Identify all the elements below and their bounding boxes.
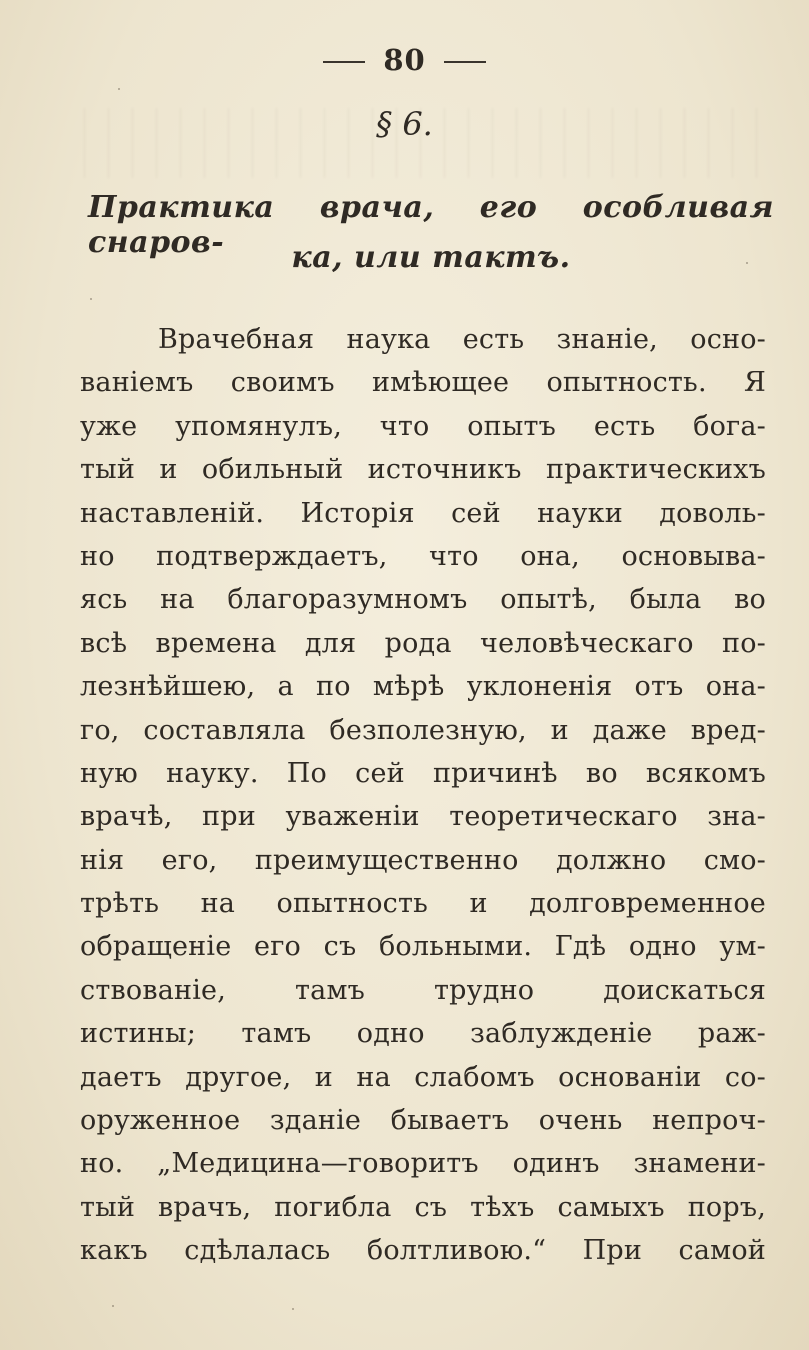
body-line: врачѣ, при уваженіи теоретическаго зна- (80, 801, 766, 833)
body-line: наставленій. Исторія сей науки доволь- (80, 497, 766, 529)
header-dash-left (323, 61, 365, 63)
header-dash-right (444, 61, 486, 63)
body-line: даетъ другое, и на слабомъ основаніи со- (80, 1061, 766, 1093)
body-line: оруженное зданіе бываетъ очень непроч- (80, 1105, 766, 1137)
section-number: § 6. (376, 105, 433, 143)
paper-speck (90, 298, 92, 300)
body-line: го, составляла безполезную, и даже вред- (80, 714, 766, 746)
body-line: нія его, преимущественно должно смо- (80, 844, 766, 876)
body-line: но. „Медицина—говоритъ одинъ знамени- (80, 1148, 766, 1180)
paper-speck (292, 1308, 294, 1310)
paper-speck (112, 1305, 114, 1307)
section-title-line-2: ка, или тактъ. (291, 240, 571, 275)
body-line: ствованіе, тамъ трудно доискаться (80, 974, 766, 1006)
body-line: ваніемъ своимъ имѣющее опытность. Я (80, 367, 766, 399)
page-number: 80 (383, 43, 426, 77)
body-line: уже упомянулъ, что опытъ есть бога- (80, 410, 766, 442)
body-line: ную науку. По сей причинѣ во всякомъ (80, 757, 766, 789)
body-line: трѣть на опытность и долговременное (80, 888, 766, 920)
paper-speck (746, 262, 748, 264)
body-line: тый врачъ, погибла съ тѣхъ самыхъ поръ, (80, 1191, 766, 1223)
body-text (80, 318, 766, 1273)
body-line: тый и обильный источникъ практическихъ (80, 454, 766, 486)
body-line: ясь на благоразумномъ опытѣ, была во (80, 584, 766, 616)
body-line: лезнѣйшею, а по мѣрѣ уклоненія отъ она- (80, 671, 766, 703)
body-line: обращеніе его съ больными. Гдѣ одно ум- (80, 931, 766, 963)
section-title-line-1: Практика врача, его особливая снаров- (88, 190, 774, 260)
body-line: какъ сдѣлалась болтливою.“ При самой (80, 1235, 766, 1267)
body-line: но подтверждаетъ, что она, основыва- (80, 540, 766, 572)
body-line: истины; тамъ одно заблужденіе раж- (80, 1018, 766, 1050)
body-line: Врачебная наука есть знаніе, осно- (158, 324, 766, 355)
body-line: всѣ времена для рода человѣческаго по- (80, 627, 766, 659)
paper-speck (118, 88, 120, 90)
page-header (0, 43, 809, 77)
